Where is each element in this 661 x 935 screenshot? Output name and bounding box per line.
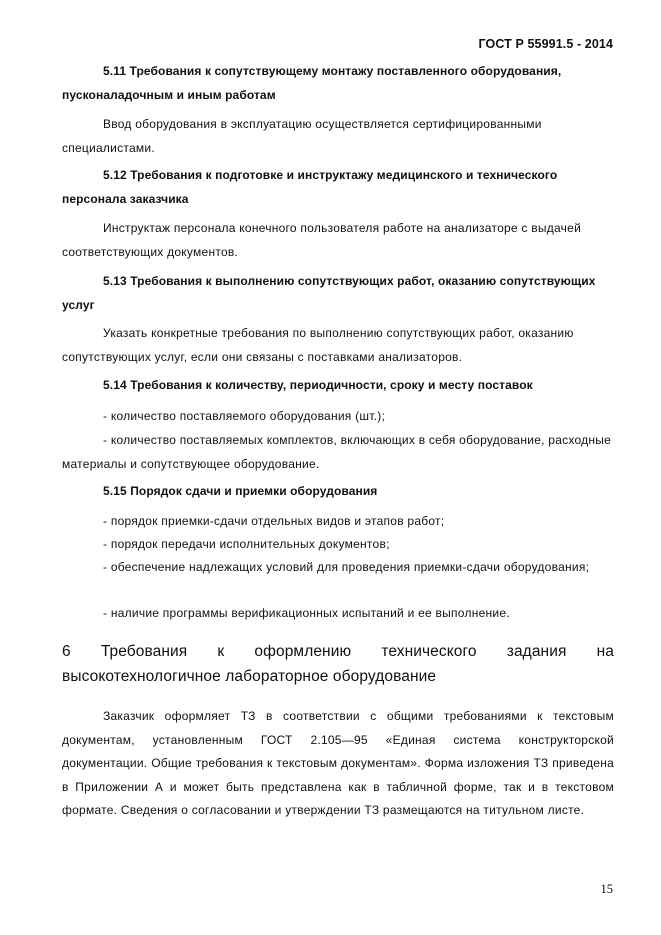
heading-word: на [596,643,614,660]
heading-word: технического [381,643,477,660]
standard-header: ГОСТ Р 55991.5 - 2014 [478,37,613,51]
list-item: - количество поставляемого оборудования (шт.); [103,409,386,423]
page-number: 15 [600,882,613,896]
section-5-13-title: 5.13 Требования к выполнению сопутствующих работ, оказанию сопутствующих услуг [62,274,596,312]
list-item: - обеспечение надлежащих условий для проведения приемки-сдачи оборудования; [103,560,590,574]
section-5-13-text: Указать конкретные требования по выполнению сопутствующих работ, оказанию сопутствующих услуг, если они связаны с поставками анализаторов. [62,326,574,364]
section-5-15-title: 5.15 Порядок сдачи и приемки оборудования [103,484,378,498]
section-6-text: Заказчик оформляет ТЗ в соответствии с общими требованиями к текстовым документам, установленным ГОСТ 2.105—95 «Единая система конструкторской документации. Общие требования к текстовым документам». Форма изложения ТЗ приведена в Приложении А и может быть представлена как в табличной форме, так и в текстовом формате. Сведения о согласовании и утверждении ТЗ размещаются на титульном листе. [62,709,614,817]
section-5-11-title: 5.11 Требования к сопутствующему монтажу поставленного оборудования, пусконаладочным и иным работам [62,64,562,102]
section-5-12-title: 5.12 Требования к подготовке и инструктажу медицинского и технического персонала заказчика [62,168,558,206]
heading-word: Требования [100,643,188,660]
heading-word: задания [506,643,567,660]
heading-word: 6 [62,643,71,660]
list-item: - порядок приемки-сдачи отдельных видов и этапов работ; [103,514,445,528]
list-item: - количество поставляемых комплектов, включающих в себя оборудование, расходные материалы и сопутствующее оборудование. [62,433,612,471]
heading-word: оформлению [254,643,352,660]
heading-word: к [217,643,225,660]
section-6-heading [62,639,614,689]
section-5-12-text: Инструктаж персонала конечного пользователя работе на анализаторе с выдачей соответствующих документов. [62,221,582,259]
section-5-11-text: Ввод оборудования в эксплуатацию осуществляется сертифицированными специалистами. [62,117,542,155]
section-5-14-title: 5.14 Требования к количеству, периодичности, сроку и месту поставок [103,378,533,392]
heading-line-2: высокотехнологичное лабораторное оборудование [62,668,437,685]
list-item: - порядок передачи исполнительных документов; [103,537,390,551]
list-item: - наличие программы верификационных испытаний и ее выполнение. [103,606,510,620]
